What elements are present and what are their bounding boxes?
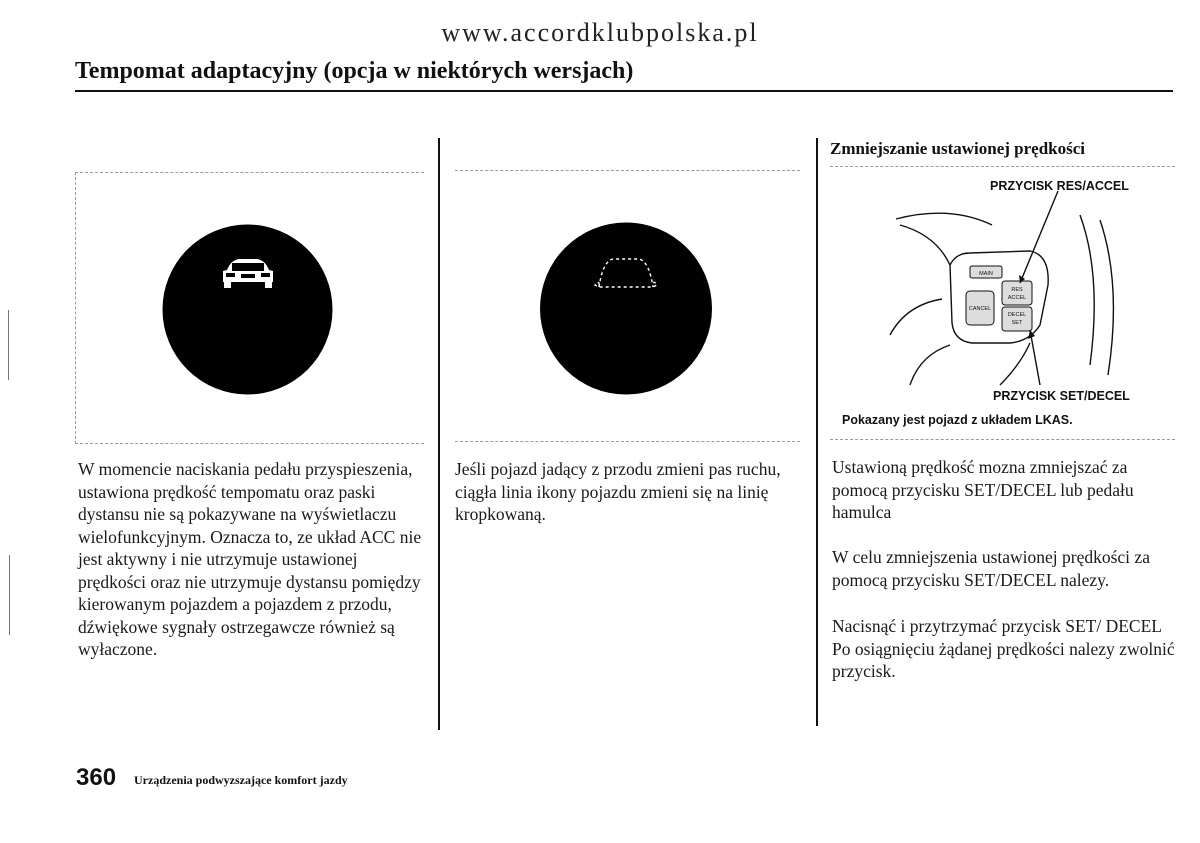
paragraph: Nacisnąć i przytrzymać przycisk SET/ DECEL Po osiągnięciu żądanej prędkości nalezy zwolnić przycisk. — [832, 616, 1175, 681]
set-decel-callout: PRZYCISK SET/DECEL — [993, 389, 1130, 403]
section-heading: Zmniejszanie ustawionej prędkości — [830, 139, 1085, 158]
paragraph: W celu zmniejszenia ustawionej prędkości za pomocą przycisku SET/DECEL nalezy. — [832, 547, 1150, 590]
res-button-label: RES — [1011, 287, 1023, 293]
paragraph: W momencie naciskania pedału przyspieszenia, ustawiona prędkość tempomatu oraz paski dystansu nie są pokazywane na wyświetlaczu wielofunkcyjnym. Oznacza to, ze układ ACC nie jest aktywny i nie utrzymuje ustawionej prędkości oraz nie utrzymuje dystansu pomiędzy kierowanym pojazdem a pojazdem z przodu, dźwiękowe sygnały ostrzegawcze również są wyłaczone. — [78, 459, 422, 659]
steering-wheel-controls-icon — [880, 195, 1140, 395]
accel-button-label: ACCEL — [1007, 295, 1027, 301]
figure-caption: Pokazany jest pojazd z układem LKAS. — [842, 413, 1073, 427]
site-url: www.accordklubpolska.pl — [441, 18, 759, 47]
page-title: Tempomat adaptacyjny (opcja w niektórych wersjach) — [75, 58, 634, 84]
column-separator — [438, 138, 440, 730]
margin-mark — [9, 555, 10, 635]
page-number: 360 — [76, 764, 117, 791]
paragraph: Ustawioną prędkość mozna zmniejszać za pomocą przycisku SET/DECEL lub pedału hamulca — [832, 457, 1134, 522]
column-separator — [816, 138, 818, 726]
main-button-label: MAIN — [979, 271, 993, 277]
set-button-label: SET — [1011, 320, 1023, 326]
margin-mark — [8, 310, 9, 380]
acc-car-solid-icon — [160, 222, 335, 397]
acc-car-dotted-icon — [537, 221, 715, 396]
cancel-button-label: CANCEL — [968, 306, 992, 312]
res-accel-callout: PRZYCISK RES/ACCEL — [990, 179, 1129, 193]
decel-button-label: DECEL — [1007, 312, 1027, 318]
paragraph: Jeśli pojazd jadący z przodu zmieni pas ruchu, ciągła linia ikony pojazdu zmieni się na linię kropkowaną. — [455, 459, 781, 524]
footer-section-title: Urządzenia podwyzszające komfort jazdy — [134, 773, 348, 787]
title-rule — [75, 90, 1173, 92]
